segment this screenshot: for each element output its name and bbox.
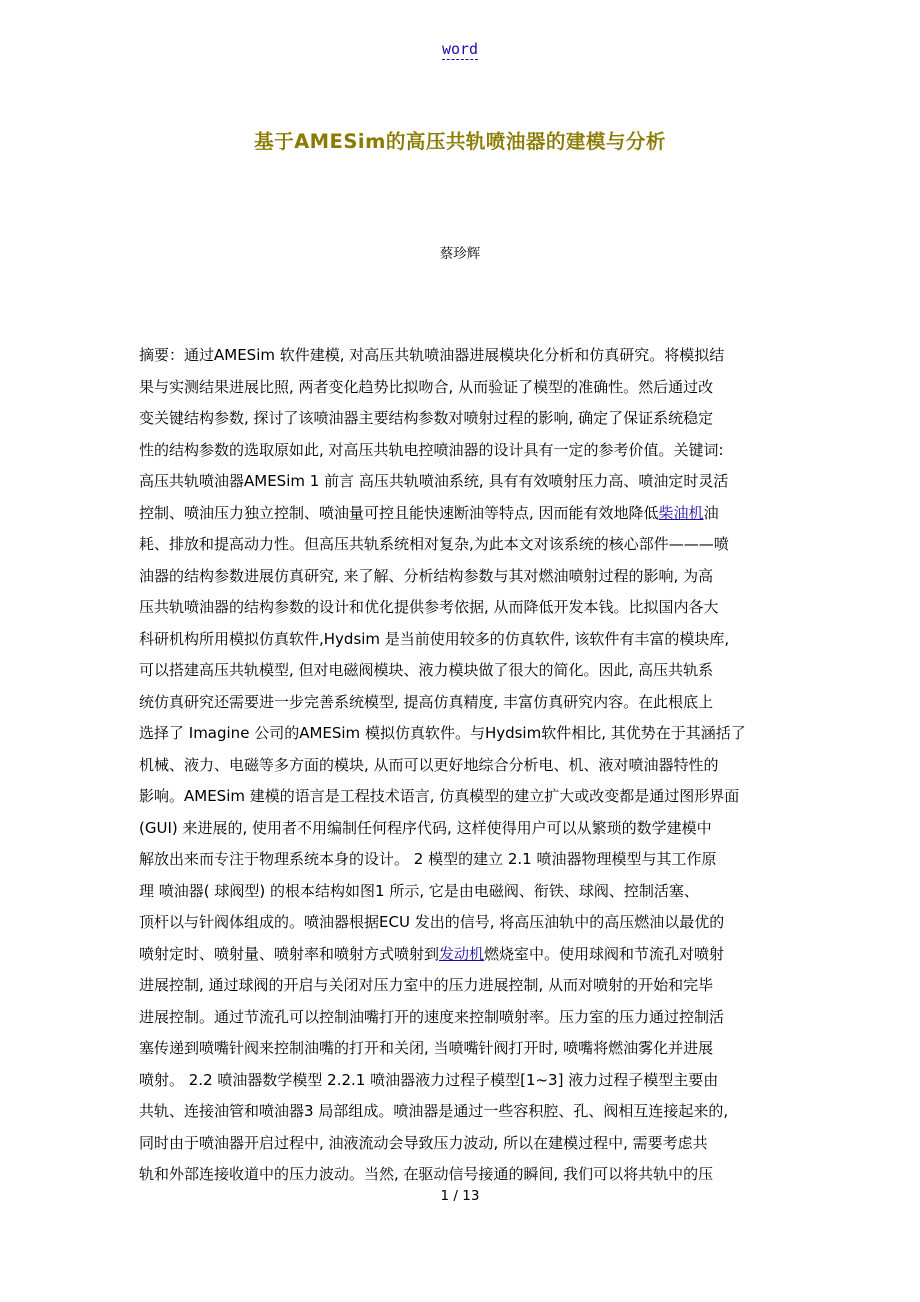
body-line	[139, 340, 779, 372]
body-line-text: 进展控制。通过节流孔可以控制油嘴打开的速度来控制喷射率。压力室的压力通过控制活	[139, 1007, 725, 1026]
body-line	[139, 876, 779, 908]
body-line-text: 变关键结构参数, 探讨了该喷油器主要结构参数对喷射过程的影响, 确定了保证系统稳定	[139, 409, 714, 427]
body-line	[139, 1096, 779, 1128]
body-line-text: 油	[703, 503, 719, 522]
body-line	[139, 718, 779, 750]
body-line-text: 高压共轨喷油器AMESim 1 前言 高压共轨喷油系统, 具有有效喷射压力高、喷油定时灵活	[139, 472, 729, 490]
body-line-text: 顶杆以与针阀体组成的。喷油器根据ECU 发出的信号, 将高压油轨中的高压燃油以最优的	[139, 913, 725, 931]
body-line-text: 喷射定时、喷射量、喷射率和喷射方式喷射到	[139, 944, 440, 963]
body-line-text: 性的结构参数的选取原如此, 对高压共轨电控喷油器的设计具有一定的参考价值。关键词:	[139, 440, 724, 459]
body-line-text: 统仿真研究还需要进一步完善系统模型, 提高仿真精度, 丰富仿真研究内容。在此根底上	[139, 692, 714, 711]
body-line-text: 影响。AMESim 建模的语言是工程技术语言, 仿真模型的建立扩大或改变都是通过图形界面	[139, 787, 740, 805]
body-line-text: 喷射。 2.2 喷油器数学模型 2.2.1 喷油器液力过程子模型[1~3] 液力过程子模型主要由	[139, 1070, 719, 1089]
body-line-text: (GUI) 来进展的, 使用者不用编制任何程序代码, 这样使得用户可以从繁琐的数学建模中	[139, 818, 712, 837]
inline-link[interactable]: 柴油机	[658, 503, 704, 522]
body-line-text: 可以搭建高压共轨模型, 但对电磁阀模块、液力模块做了很大的简化。因此, 高压共轨系	[139, 661, 714, 679]
body-line	[139, 592, 779, 624]
body-line-text: 塞传递到喷嘴针阀来控制油嘴的打开和关闭, 当喷嘴针阀打开时, 喷嘴将燃油雾化并进展	[139, 1039, 714, 1057]
body-line	[139, 687, 779, 719]
body-line-text: 理 喷油器( 球阀型) 的根本结构如图1 所示, 它是由电磁阀、衔铁、球阀、控制活塞、	[139, 881, 699, 900]
body-line	[139, 813, 779, 845]
body-line-text: 控制、喷油压力独立控制、喷油量可控且能快速断油等特点, 因而能有效地降低	[139, 503, 659, 522]
body-line-text: 摘要：通过AMESim 软件建模, 对高压共轨喷油器进展模块化分析和仿真研究。将模拟结	[139, 346, 725, 364]
body-line	[139, 970, 779, 1002]
body-line	[139, 750, 779, 782]
body-line	[139, 372, 779, 404]
body-line	[139, 561, 779, 593]
body-line	[139, 1065, 779, 1097]
body-line-text: 同时由于喷油器开启过程中, 油液流动会导致压力波动, 所以在建模过程中, 需要考虑共	[139, 1133, 708, 1152]
body-line	[139, 907, 779, 939]
body-line-text: 机械、液力、电磁等多方面的模块, 从而可以更好地综合分析电、机、液对喷油器特性的	[139, 755, 719, 774]
body-line-text: 选择了 Imagine 公司的AMESim 模拟仿真软件。与Hydsim软件相比, 其优势在于其涵括了	[139, 724, 746, 742]
body-line	[139, 844, 779, 876]
document-body	[139, 340, 779, 1191]
body-line	[139, 498, 779, 530]
body-line	[139, 529, 779, 561]
body-line	[139, 403, 779, 435]
body-line	[139, 1159, 779, 1191]
header-word-link[interactable]: word	[441, 40, 479, 58]
inline-link[interactable]: 发动机	[439, 944, 485, 963]
body-line	[139, 1033, 779, 1065]
body-line-text: 果与实测结果进展比照, 两者变化趋势比拟吻合, 从而验证了模型的准确性。然后通过改	[139, 377, 714, 396]
document-title: 基于AMESim的高压共轨喷油器的建模与分析	[254, 130, 666, 153]
body-line-text: 油器的结构参数进展仿真研究, 来了解、分析结构参数与其对燃油喷射过程的影响, 为高	[139, 566, 714, 585]
body-line	[139, 435, 779, 467]
body-line	[139, 466, 779, 498]
body-line	[139, 781, 779, 813]
body-line-text: 进展控制, 通过球阀的开启与关闭对压力室中的压力进展控制, 从而对喷射的开始和完毕	[139, 976, 714, 994]
body-line-text: 共轨、连接油管和喷油器3 局部组成。喷油器是通过一些容积腔、孔、阀相互连接起来的,	[139, 1102, 729, 1120]
body-line-text: 耗、排放和提高动力性。但高压共轨系统相对复杂,为此本文对该系统的核心部件———喷	[139, 535, 729, 553]
body-line-text: 燃烧室中。使用球阀和节流孔对喷射	[484, 944, 725, 963]
header	[0, 40, 920, 58]
body-line	[139, 1002, 779, 1034]
body-line	[139, 939, 779, 971]
body-line-text: 轨和外部连接收道中的压力波动。当然, 在驱动信号接通的瞬间, 我们可以将共轨中的压	[139, 1165, 714, 1183]
body-line	[139, 624, 779, 656]
page-indicator: 1 / 13	[440, 1188, 480, 1204]
body-line-text: 压共轨喷油器的结构参数的设计和优化提供参考依据, 从而降低开发本钱。比拟国内各大	[139, 598, 719, 616]
body-line-text: 解放出来而专注于物理系统本身的设计。 2 模型的建立 2.1 喷油器物理模型与其工作原	[139, 850, 717, 868]
body-line	[139, 655, 779, 687]
body-line	[139, 1128, 779, 1160]
body-line-text: 科研机构所用模拟仿真软件,Hydsim 是当前使用较多的仿真软件, 该软件有丰富的模块库,	[139, 629, 730, 648]
document-author: 蔡珍辉	[439, 246, 481, 262]
